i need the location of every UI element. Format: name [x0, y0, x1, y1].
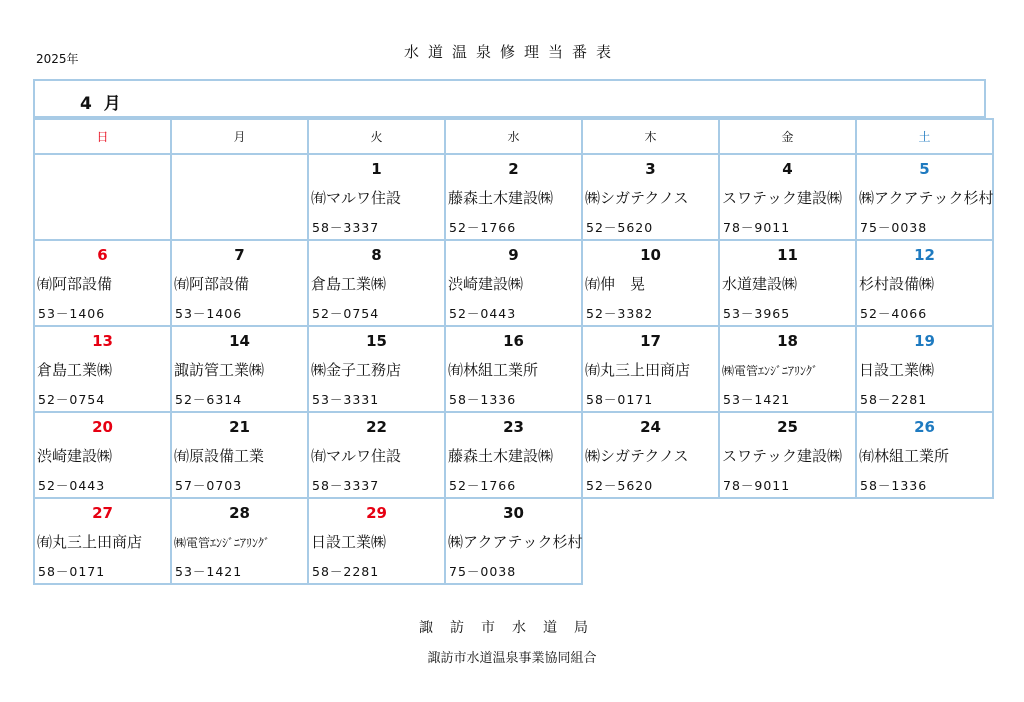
day-number: 15 [366, 332, 387, 350]
day-number: 26 [914, 418, 935, 436]
day-number: 8 [371, 246, 382, 264]
company-name: ㈱電管ｴﾝｼﾞﾆｱﾘﾝｸﾞ [174, 536, 271, 550]
calendar-day-cell [34, 498, 171, 584]
day-number: 3 [645, 160, 656, 178]
day-number: 9 [508, 246, 519, 264]
calendar-day-cell [445, 498, 582, 584]
calendar-day-cell [582, 240, 719, 326]
company-name: ㈲伸 晃 [585, 275, 646, 293]
company-name: ㈱シガテクノス [585, 447, 689, 465]
day-number: 30 [503, 504, 524, 522]
company-name: ㈲林組工業所 [448, 361, 539, 379]
phone-number: 52－0443 [449, 306, 517, 321]
day-number: 13 [92, 332, 113, 350]
day-number: 19 [914, 332, 935, 350]
phone-number: 53－3965 [723, 306, 791, 321]
calendar-day-cell [582, 412, 719, 498]
phone-number: 58－2281 [860, 392, 928, 407]
phone-number: 75－0038 [449, 564, 517, 579]
calendar-table [33, 118, 994, 585]
day-number: 27 [92, 504, 113, 522]
calendar-week-row [34, 498, 993, 584]
calendar-empty-cell [171, 154, 308, 240]
calendar-day-cell [308, 498, 445, 584]
company-name: 渋崎建設㈱ [37, 447, 113, 465]
calendar-day-cell [856, 154, 993, 240]
calendar-day-cell [445, 154, 582, 240]
company-name: ㈱アクアテック杉村 [448, 533, 583, 551]
day-number: 10 [640, 246, 661, 264]
phone-number: 52－5620 [586, 220, 654, 235]
company-name: 倉島工業㈱ [311, 275, 387, 293]
day-number: 6 [97, 246, 108, 264]
company-name: ㈲マルワ住設 [311, 447, 402, 465]
phone-number: 52－4066 [860, 306, 928, 321]
day-number: 22 [366, 418, 387, 436]
calendar-day-cell [171, 412, 308, 498]
day-number: 1 [371, 160, 382, 178]
company-name: 渋崎建設㈱ [448, 275, 524, 293]
weekday-monday: 月 [171, 119, 308, 154]
calendar-week-row [34, 326, 993, 412]
day-number: 2 [508, 160, 519, 178]
phone-number: 58－1336 [449, 392, 517, 407]
company-name: スワテック建設㈱ [722, 189, 843, 207]
day-number: 4 [782, 160, 793, 178]
phone-number: 53－3331 [312, 392, 380, 407]
footer-association: 諏訪市水道温泉事業協同組合 [427, 651, 597, 666]
company-name: ㈱アクアテック杉村 [859, 189, 994, 207]
company-name: 日設工業㈱ [859, 361, 935, 379]
phone-number: 78－9011 [723, 220, 791, 235]
calendar-day-cell [34, 412, 171, 498]
phone-number: 58－1336 [860, 478, 928, 493]
phone-number: 52－1766 [449, 478, 517, 493]
phone-number: 58－0171 [586, 392, 654, 407]
day-number: 7 [234, 246, 245, 264]
day-number: 28 [229, 504, 250, 522]
phone-number: 75－0038 [860, 220, 928, 235]
company-name: ㈲丸三上田商店 [37, 533, 143, 551]
weekday-header-row [34, 119, 993, 154]
company-name: 水道建設㈱ [722, 275, 798, 293]
company-name: 倉島工業㈱ [37, 361, 113, 379]
weekday-friday: 金 [719, 119, 856, 154]
calendar-empty-cell [582, 498, 719, 584]
weekday-wednesday: 水 [445, 119, 582, 154]
footer-issuer: 諏訪市水道局 [419, 620, 605, 636]
company-name: 藤森土木建設㈱ [448, 189, 554, 207]
calendar-day-cell [34, 240, 171, 326]
phone-number: 52－5620 [586, 478, 654, 493]
day-number: 20 [92, 418, 113, 436]
calendar-day-cell [171, 498, 308, 584]
company-name: 諏訪管工業㈱ [174, 361, 265, 379]
weekday-sunday: 日 [34, 119, 171, 154]
company-name: ㈲原設備工業 [174, 447, 265, 465]
calendar-day-cell [445, 240, 582, 326]
calendar-empty-cell [856, 498, 993, 584]
company-name: 日設工業㈱ [311, 533, 387, 551]
day-number: 12 [914, 246, 935, 264]
calendar-day-cell [308, 326, 445, 412]
company-name: ㈲阿部設備 [37, 275, 113, 293]
phone-number: 53－1421 [723, 392, 791, 407]
day-number: 14 [229, 332, 250, 350]
calendar-week-row [34, 412, 993, 498]
day-number: 21 [229, 418, 250, 436]
day-number: 29 [366, 504, 387, 522]
company-name: ㈲阿部設備 [174, 275, 250, 293]
calendar-day-cell [856, 240, 993, 326]
day-number: 23 [503, 418, 524, 436]
phone-number: 52－1766 [449, 220, 517, 235]
calendar-week-row [34, 154, 993, 240]
day-number: 18 [777, 332, 798, 350]
company-name: ㈲マルワ住設 [311, 189, 402, 207]
company-name: ㈱電管ｴﾝｼﾞﾆｱﾘﾝｸﾞ [722, 364, 819, 378]
calendar-day-cell [719, 326, 856, 412]
calendar-day-cell [445, 412, 582, 498]
company-name: 杉村設備㈱ [859, 275, 935, 293]
company-name: ㈱金子工務店 [311, 361, 402, 379]
day-number: 11 [777, 246, 798, 264]
calendar-day-cell [171, 240, 308, 326]
page-title: 水道温泉修理当番表 [403, 43, 620, 61]
calendar-empty-cell [719, 498, 856, 584]
phone-number: 52－3382 [586, 306, 654, 321]
phone-number: 52－0754 [38, 392, 106, 407]
weekday-thursday: 木 [582, 119, 719, 154]
phone-number: 53－1406 [175, 306, 243, 321]
calendar-day-cell [582, 154, 719, 240]
calendar-day-cell [856, 412, 993, 498]
phone-number: 58－2281 [312, 564, 380, 579]
day-number: 24 [640, 418, 661, 436]
weekday-saturday: 土 [856, 119, 993, 154]
calendar-day-cell [719, 412, 856, 498]
company-name: ㈲林組工業所 [859, 447, 950, 465]
company-name: ㈱シガテクノス [585, 189, 689, 207]
weekday-tuesday: 火 [308, 119, 445, 154]
company-name: ㈲丸三上田商店 [585, 361, 691, 379]
calendar-day-cell [856, 326, 993, 412]
phone-number: 53－1406 [38, 306, 106, 321]
calendar-day-cell [719, 154, 856, 240]
day-number: 25 [777, 418, 798, 436]
calendar-day-cell [34, 326, 171, 412]
phone-number: 52－0754 [312, 306, 380, 321]
month-label: 4 月 [80, 94, 124, 114]
calendar-day-cell [308, 154, 445, 240]
phone-number: 52－6314 [175, 392, 243, 407]
calendar-empty-cell [34, 154, 171, 240]
phone-number: 57－0703 [175, 478, 243, 493]
calendar-day-cell [308, 412, 445, 498]
calendar-week-row [34, 240, 993, 326]
calendar-day-cell [445, 326, 582, 412]
day-number: 5 [919, 160, 930, 178]
day-number: 17 [640, 332, 661, 350]
phone-number: 78－9011 [723, 478, 791, 493]
month-header [33, 79, 986, 118]
phone-number: 52－0443 [38, 478, 106, 493]
phone-number: 58－3337 [312, 220, 380, 235]
day-number: 16 [503, 332, 524, 350]
calendar-day-cell [582, 326, 719, 412]
year-label: 2025年 [36, 52, 79, 66]
company-name: スワテック建設㈱ [722, 447, 843, 465]
calendar-day-cell [308, 240, 445, 326]
phone-number: 58－0171 [38, 564, 106, 579]
phone-number: 58－3337 [312, 478, 380, 493]
company-name: 藤森土木建設㈱ [448, 447, 554, 465]
calendar-day-cell [171, 326, 308, 412]
phone-number: 53－1421 [175, 564, 243, 579]
calendar-day-cell [719, 240, 856, 326]
